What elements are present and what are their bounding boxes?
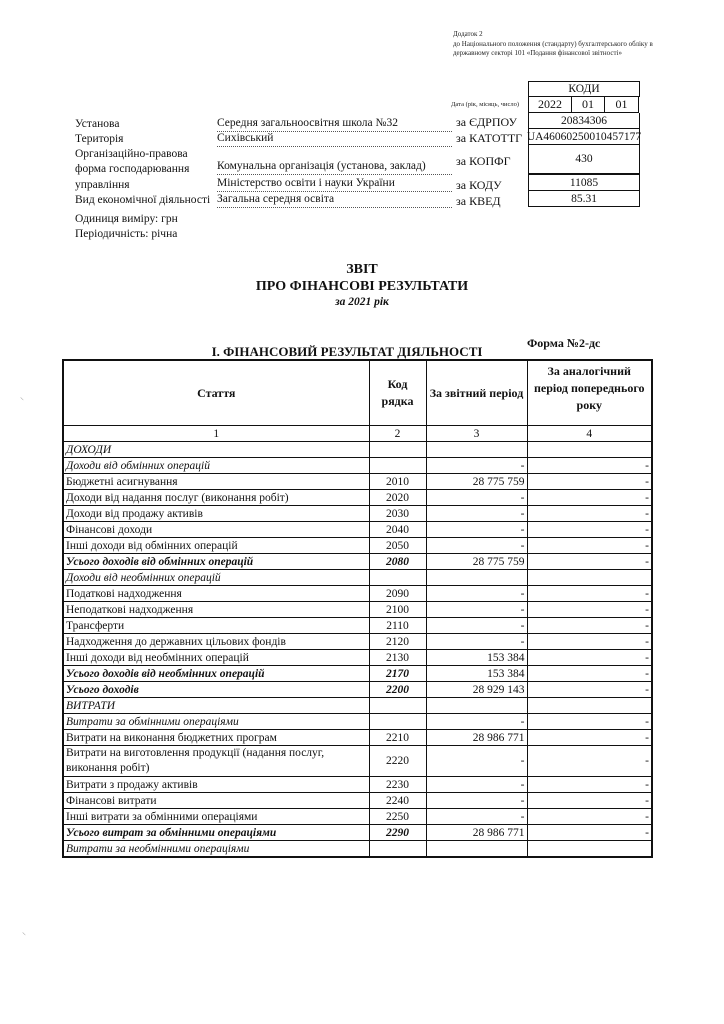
code-label-edrpou: за ЄДРПОУ [456,115,518,129]
table-row [63,506,652,522]
table-row [63,490,652,506]
row-code: 2240 [369,793,426,809]
table-row [63,586,652,602]
unit-label: Одиниця виміру: грн [75,213,178,225]
row-code: 2090 [369,586,426,602]
row-current-value [426,841,527,858]
periodicity-label: Періодичність: річна [75,228,178,240]
row-code [369,841,426,858]
annex-text: до Національного положення (стандарту) бухгалтерського обліку в державному секторі 101 «Подання фінансової звітності» [453,39,653,57]
row-code: 2220 [369,746,426,777]
row-current-value: - [426,506,527,522]
row-previous-value: - [527,793,652,809]
row-previous-value: - [527,618,652,634]
management-value: Міністерство освіти і науки України [217,177,452,192]
code-value-katottg: UA46060250010457177 [528,129,640,145]
row-current-value: 28 986 771 [426,825,527,841]
row-current-value: - [426,586,527,602]
table-row [63,730,652,746]
row-article: ВИТРАТИ [63,698,369,714]
row-article: Інші доходи від обмінних операцій [63,538,369,554]
section-title: І. ФІНАНСОВИЙ РЕЗУЛЬТАТ ДІЯЛЬНОСТІ [211,344,483,359]
scan-artifact: ⸌ [22,931,26,940]
row-article: Усього доходів від обмінних операцій [63,554,369,570]
row-code: 2250 [369,809,426,825]
row-article: Доходи від продажу активів [63,506,369,522]
row-previous-value: - [527,474,652,490]
row-article: Неподаткові надходження [63,602,369,618]
header-code: Код рядка [369,360,426,426]
report-period: за 2021 рік [335,296,389,308]
row-code: 2170 [369,666,426,682]
code-value-edrpou: 20834306 [528,113,640,129]
row-previous-value: - [527,682,652,698]
table-row [63,698,652,714]
row-previous-value: - [527,730,652,746]
row-current-value: 28 775 759 [426,554,527,570]
row-code [369,714,426,730]
row-code: 2210 [369,730,426,746]
territory-label: Територія [75,133,124,145]
row-article: Усього доходів від необмінних операцій [63,666,369,682]
index-cell: 1 [63,426,369,442]
row-previous-value: - [527,714,652,730]
row-current-value [426,570,527,586]
code-label-kodu: за КОДУ [456,178,502,192]
form-number: Форма №2-дс [527,336,601,350]
code-value-kved: 85.31 [528,190,640,207]
table-row [63,522,652,538]
row-previous-value: - [527,522,652,538]
row-current-value: - [426,602,527,618]
row-code: 2120 [369,634,426,650]
date-year: 2022 [528,96,572,113]
row-current-value: - [426,793,527,809]
row-current-value: - [426,746,527,777]
row-previous-value: - [527,586,652,602]
codes-header: КОДИ [528,81,640,97]
table-row [63,825,652,841]
row-current-value: 28 986 771 [426,730,527,746]
row-current-value: 153 384 [426,666,527,682]
row-article: Витрати з продажу активів [63,777,369,793]
management-label: управління [75,179,130,191]
table-row [63,841,652,858]
row-previous-value: - [527,746,652,777]
table-row [63,538,652,554]
row-article: Витрати на виготовлення продукції (надання послуг, виконання робіт) [63,746,369,777]
table-row [63,458,652,474]
row-current-value: - [426,538,527,554]
row-previous-value: - [527,634,652,650]
row-article: Фінансові витрати [63,793,369,809]
row-article: Надходження до державних цільових фондів [63,634,369,650]
row-previous-value: - [527,538,652,554]
row-code: 2130 [369,650,426,666]
row-article: Фінансові доходи [63,522,369,538]
activity-value: Загальна середня освіта [217,193,452,208]
row-previous-value [527,698,652,714]
table-row [63,474,652,490]
row-code: 2200 [369,682,426,698]
table-row [63,666,652,682]
row-code: 2290 [369,825,426,841]
report-title-1: ЗВІТ [346,262,378,277]
table-row [63,809,652,825]
row-current-value: - [426,777,527,793]
row-code: 2040 [369,522,426,538]
institution-value: Середня загальноосвітня школа №32 [217,117,452,132]
date-label: Дата (рік, місяць, число) [451,101,519,108]
row-code [369,698,426,714]
date-day: 01 [605,96,639,113]
row-code [369,458,426,474]
table-row [63,746,652,777]
row-code: 2050 [369,538,426,554]
row-article: Бюджетні асигнування [63,474,369,490]
row-previous-value: - [527,809,652,825]
row-previous-value: - [527,490,652,506]
header-article: Стаття [63,360,369,426]
date-cells [528,96,639,113]
row-article: Витрати за необмінними операціями [63,841,369,858]
table-row [63,554,652,570]
table-row [63,793,652,809]
code-value-kodu: 11085 [528,174,640,191]
row-article: ДОХОДИ [63,442,369,458]
table-index-row [63,426,652,442]
legal-form-label-1: Організаційно-правова [75,148,188,160]
financial-results-table [62,359,653,858]
table-row [63,634,652,650]
row-current-value: - [426,714,527,730]
row-code [369,442,426,458]
row-article: Витрати на виконання бюджетних програм [63,730,369,746]
index-cell: 3 [426,426,527,442]
row-current-value: - [426,522,527,538]
annex-note [453,30,653,64]
header-current-period: За звітний період [426,360,527,426]
row-article: Інші витрати за обмінними операціями [63,809,369,825]
table-row [63,570,652,586]
row-current-value: - [426,490,527,506]
row-code: 2010 [369,474,426,490]
row-previous-value: - [527,825,652,841]
row-code [369,570,426,586]
row-previous-value: - [527,650,652,666]
row-code: 2020 [369,490,426,506]
row-code: 2230 [369,777,426,793]
row-article: Доходи від необмінних операцій [63,570,369,586]
row-article: Усього витрат за обмінними операціями [63,825,369,841]
row-previous-value: - [527,602,652,618]
row-code: 2110 [369,618,426,634]
row-article: Доходи від обмінних операцій [63,458,369,474]
activity-label: Вид економічної діяльності [75,194,211,206]
row-previous-value [527,841,652,858]
institution-label: Установа [75,118,120,130]
row-previous-value: - [527,777,652,793]
row-current-value: - [426,634,527,650]
row-previous-value: - [527,506,652,522]
row-current-value: 153 384 [426,650,527,666]
table-header-row [63,360,652,426]
row-article: Усього доходів [63,682,369,698]
row-article: Податкові надходження [63,586,369,602]
row-previous-value: - [527,554,652,570]
row-current-value: - [426,809,527,825]
code-label-kopfg: за КОПФГ [456,154,511,168]
code-label-katottg: за КАТОТТГ [456,131,523,145]
code-label-kved: за КВЕД [456,194,501,208]
row-article: Інші доходи від необмінних операцій [63,650,369,666]
legal-form-value: Комунальна організація (установа, заклад) [217,160,452,175]
row-article: Трансферти [63,618,369,634]
row-article: Витрати за обмінними операціями [63,714,369,730]
row-previous-value: - [527,666,652,682]
index-cell: 4 [527,426,652,442]
row-code: 2100 [369,602,426,618]
row-current-value: 28 775 759 [426,474,527,490]
table-row [63,650,652,666]
annex-title: Додаток 2 [453,30,483,38]
header-previous-period: За аналогічний період попереднього року [527,360,652,426]
table-row [63,777,652,793]
index-cell: 2 [369,426,426,442]
row-code: 2030 [369,506,426,522]
scan-artifact: ⸌ [20,396,24,405]
row-previous-value [527,442,652,458]
row-current-value: 28 929 143 [426,682,527,698]
row-article: Доходи від надання послуг (виконання робіт) [63,490,369,506]
table-row [63,442,652,458]
report-title-2: ПРО ФІНАНСОВІ РЕЗУЛЬТАТИ [255,279,469,294]
table-row [63,714,652,730]
row-current-value: - [426,618,527,634]
table-row [63,618,652,634]
table-row [63,602,652,618]
legal-form-label-2: форма господарювання [75,163,190,175]
row-code: 2080 [369,554,426,570]
table-row [63,682,652,698]
row-previous-value [527,570,652,586]
row-current-value: - [426,458,527,474]
row-current-value [426,698,527,714]
territory-value: Сихівський [217,132,452,147]
row-current-value [426,442,527,458]
date-month: 01 [572,96,605,113]
code-value-kopfg: 430 [528,145,640,174]
row-previous-value: - [527,458,652,474]
